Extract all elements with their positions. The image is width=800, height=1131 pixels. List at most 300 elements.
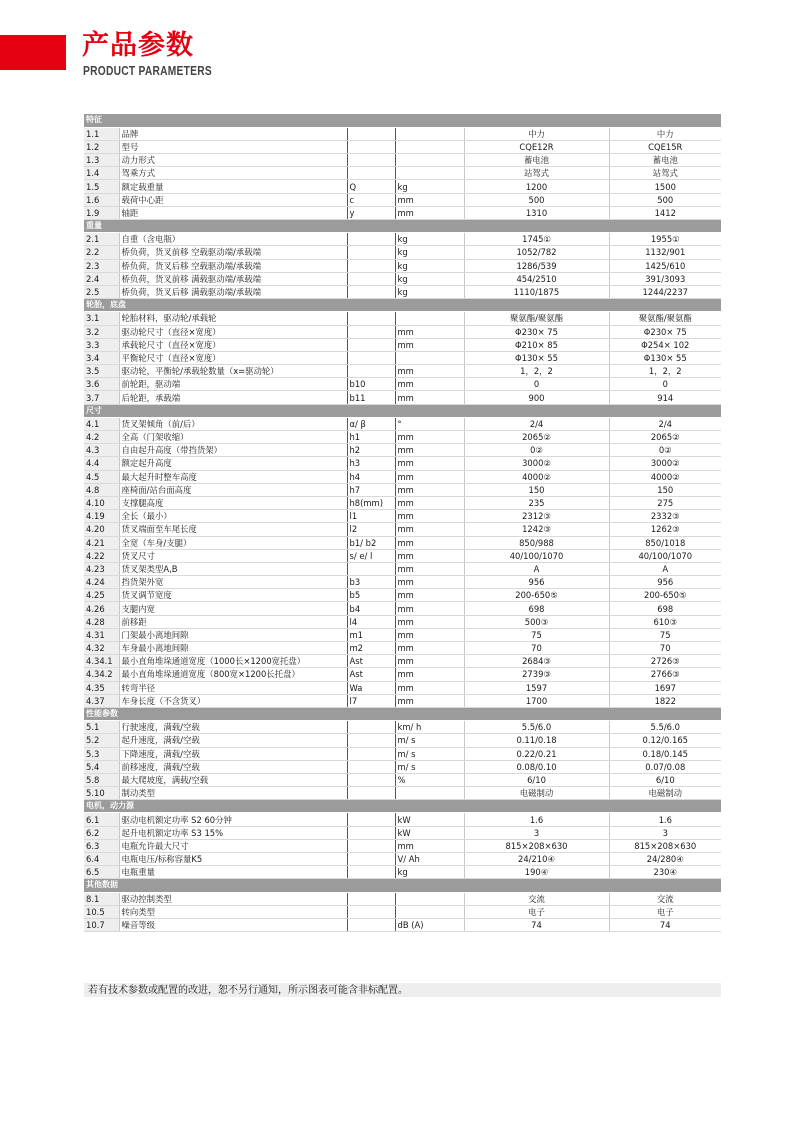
row-symbol	[347, 813, 395, 826]
row-number: 2.2	[84, 246, 119, 259]
table-row	[84, 325, 721, 338]
row-value-cqe15r: 956	[609, 576, 721, 589]
row-symbol: b3	[347, 576, 395, 589]
table-row	[84, 562, 721, 575]
row-symbol	[347, 747, 395, 760]
row-value-cqe12r: 1，2，2	[464, 365, 609, 378]
row-value-cqe15r: 2/4	[609, 417, 721, 430]
row-value-cqe15r: Φ254× 102	[609, 338, 721, 351]
table-row	[84, 536, 721, 549]
row-symbol: h4	[347, 470, 395, 483]
row-parameter-name: 前轮距，驱动端	[119, 378, 347, 391]
row-value-cqe12r: 900	[464, 391, 609, 404]
row-symbol: l1	[347, 510, 395, 523]
row-unit: mm	[395, 562, 464, 575]
row-parameter-name: 最小直角堆垛通道宽度（1000长×1200宽托盘）	[119, 655, 347, 668]
row-unit: mm	[395, 378, 464, 391]
row-value-cqe12r: 3000②	[464, 457, 609, 470]
row-value-cqe15r: 2766③	[609, 668, 721, 681]
row-unit	[395, 167, 464, 180]
row-symbol	[347, 285, 395, 298]
row-value-cqe15r: 5.5/6.0	[609, 721, 721, 734]
row-unit: mm	[395, 576, 464, 589]
table-row	[84, 694, 721, 707]
row-symbol: s/ e/ l	[347, 549, 395, 562]
row-number: 4.32	[84, 642, 119, 655]
row-value-cqe15r: 站驾式	[609, 167, 721, 180]
row-value-cqe15r: 24/280④	[609, 853, 721, 866]
row-symbol	[347, 892, 395, 905]
table-row	[84, 549, 721, 562]
section-header	[84, 299, 721, 312]
table-row	[84, 378, 721, 391]
row-unit: mm	[395, 483, 464, 496]
row-value-cqe12r: Φ210× 85	[464, 338, 609, 351]
row-value-cqe12r: 235	[464, 496, 609, 509]
page-title: 产品参数	[82, 30, 194, 61]
row-value-cqe15r: 150	[609, 483, 721, 496]
row-number: 1.3	[84, 154, 119, 167]
table-row	[84, 167, 721, 180]
spec-table	[84, 114, 721, 932]
row-value-cqe15r: 电磁制动	[609, 787, 721, 800]
row-value-cqe12r: 500	[464, 193, 609, 206]
row-parameter-name: 支撑腿高度	[119, 496, 347, 509]
row-value-cqe15r: 交流	[609, 892, 721, 905]
table-row	[84, 839, 721, 852]
row-parameter-name: 全长（最小）	[119, 510, 347, 523]
row-parameter-name: 货叉调节宽度	[119, 589, 347, 602]
row-number: 5.2	[84, 734, 119, 747]
row-symbol: b11	[347, 391, 395, 404]
row-unit: mm	[395, 391, 464, 404]
row-parameter-name: 门架最小离地间隙	[119, 628, 347, 641]
row-value-cqe15r: 230④	[609, 866, 721, 879]
row-unit: mm	[395, 694, 464, 707]
section-title: 特征	[84, 114, 721, 127]
row-value-cqe15r: 850/1018	[609, 536, 721, 549]
table-row	[84, 140, 721, 153]
row-number: 3.2	[84, 325, 119, 338]
row-number: 4.19	[84, 510, 119, 523]
row-unit: mm	[395, 193, 464, 206]
table-row	[84, 457, 721, 470]
row-value-cqe12r: 454/2510	[464, 272, 609, 285]
row-value-cqe12r: 1110/1875	[464, 285, 609, 298]
section-header	[84, 879, 721, 892]
row-parameter-name: 驱动电机额定功率 S2 60分钟	[119, 813, 347, 826]
row-symbol	[347, 312, 395, 325]
row-value-cqe15r: 1697	[609, 681, 721, 694]
row-number: 3.4	[84, 351, 119, 364]
row-unit: kg	[395, 259, 464, 272]
row-unit: kg	[395, 272, 464, 285]
row-number: 6.5	[84, 866, 119, 879]
row-value-cqe12r: 1242③	[464, 523, 609, 536]
table-row	[84, 510, 721, 523]
table-row	[84, 681, 721, 694]
row-value-cqe12r: 交流	[464, 892, 609, 905]
row-unit: mm	[395, 615, 464, 628]
table-row	[84, 259, 721, 272]
row-symbol	[347, 734, 395, 747]
row-number: 4.26	[84, 602, 119, 615]
row-symbol	[347, 905, 395, 918]
row-unit: kg	[395, 285, 464, 298]
row-value-cqe15r: 0②	[609, 444, 721, 457]
section-title: 电机，动力源	[84, 800, 721, 813]
row-value-cqe12r: 75	[464, 628, 609, 641]
row-parameter-name: 行驶速度，满载/空载	[119, 721, 347, 734]
row-parameter-name: 挡货架外宽	[119, 576, 347, 589]
row-number: 4.24	[84, 576, 119, 589]
table-row	[84, 154, 721, 167]
row-unit	[395, 892, 464, 905]
table-row	[84, 734, 721, 747]
row-unit: mm	[395, 628, 464, 641]
table-row	[84, 246, 721, 259]
row-value-cqe15r: 4000②	[609, 470, 721, 483]
row-symbol: b4	[347, 602, 395, 615]
table-row	[84, 576, 721, 589]
table-row	[84, 747, 721, 760]
row-number: 4.1	[84, 417, 119, 430]
row-unit: m/ s	[395, 760, 464, 773]
row-unit: mm	[395, 470, 464, 483]
row-value-cqe12r: A	[464, 562, 609, 575]
table-row	[84, 773, 721, 786]
row-value-cqe15r: 2065②	[609, 431, 721, 444]
row-unit: mm	[395, 510, 464, 523]
row-value-cqe15r: 2726③	[609, 655, 721, 668]
row-symbol	[347, 826, 395, 839]
row-parameter-name: 桥负荷，货叉后移 满载驱动端/承载端	[119, 285, 347, 298]
row-unit	[395, 140, 464, 153]
row-number: 6.3	[84, 839, 119, 852]
row-number: 10.7	[84, 918, 119, 931]
row-parameter-name: 全高（门架收缩）	[119, 431, 347, 444]
row-unit: kg	[395, 866, 464, 879]
row-parameter-name: 前移距	[119, 615, 347, 628]
row-number: 2.4	[84, 272, 119, 285]
row-unit: mm	[395, 536, 464, 549]
row-symbol: h2	[347, 444, 395, 457]
row-value-cqe12r: 0.11/0.18	[464, 734, 609, 747]
table-row	[84, 866, 721, 879]
row-parameter-name: 转弯半径	[119, 681, 347, 694]
row-number: 3.6	[84, 378, 119, 391]
row-value-cqe12r: 5.5/6.0	[464, 721, 609, 734]
row-parameter-name: 承载轮尺寸（直径×宽度）	[119, 338, 347, 351]
table-row	[84, 431, 721, 444]
row-symbol	[347, 853, 395, 866]
row-value-cqe15r: 电子	[609, 905, 721, 918]
table-row	[84, 351, 721, 364]
row-value-cqe12r: 500③	[464, 615, 609, 628]
row-parameter-name: 后轮距，承载端	[119, 391, 347, 404]
row-value-cqe15r: 275	[609, 496, 721, 509]
row-symbol	[347, 338, 395, 351]
row-parameter-name: 最小直角堆垛通道宽度（800宽×1200长托盘）	[119, 668, 347, 681]
row-parameter-name: 电瓶电压/标称容量K5	[119, 853, 347, 866]
row-unit: km/ h	[395, 721, 464, 734]
row-unit: mm	[395, 549, 464, 562]
table-row	[84, 615, 721, 628]
row-value-cqe12r: 4000②	[464, 470, 609, 483]
row-symbol: Wa	[347, 681, 395, 694]
row-parameter-name: 起升电机额定功率 S3 15%	[119, 826, 347, 839]
section-title: 轮胎，底盘	[84, 299, 721, 312]
row-symbol	[347, 918, 395, 931]
row-unit: °	[395, 417, 464, 430]
row-number: 2.1	[84, 233, 119, 246]
row-symbol: h1	[347, 431, 395, 444]
section-header	[84, 220, 721, 233]
table-row	[84, 642, 721, 655]
row-unit: mm	[395, 365, 464, 378]
row-parameter-name: 桥负荷，货叉后移 空载驱动端/承载端	[119, 259, 347, 272]
row-value-cqe12r: 2684③	[464, 655, 609, 668]
row-value-cqe15r: 3000②	[609, 457, 721, 470]
row-unit: mm	[395, 444, 464, 457]
row-value-cqe15r: 1822	[609, 694, 721, 707]
row-number: 4.31	[84, 628, 119, 641]
row-value-cqe15r: 6/10	[609, 773, 721, 786]
row-value-cqe12r: 74	[464, 918, 609, 931]
table-row	[84, 193, 721, 206]
row-symbol	[347, 365, 395, 378]
section-header	[84, 114, 721, 127]
row-symbol: y	[347, 206, 395, 219]
row-symbol	[347, 325, 395, 338]
row-unit: kW	[395, 813, 464, 826]
table-row	[84, 272, 721, 285]
row-parameter-name: 车身最小离地间隙	[119, 642, 347, 655]
section-header	[84, 707, 721, 720]
row-parameter-name: 额定起升高度	[119, 457, 347, 470]
row-value-cqe15r: 蓄电池	[609, 154, 721, 167]
row-value-cqe15r: 2332③	[609, 510, 721, 523]
row-value-cqe12r: 70	[464, 642, 609, 655]
table-row	[84, 523, 721, 536]
row-value-cqe12r: 150	[464, 483, 609, 496]
row-value-cqe12r: 1200	[464, 180, 609, 193]
row-number: 1.2	[84, 140, 119, 153]
row-value-cqe12r: 2065②	[464, 431, 609, 444]
section-title: 性能参数	[84, 707, 721, 720]
row-unit: mm	[395, 523, 464, 536]
table-row	[84, 417, 721, 430]
row-number: 5.1	[84, 721, 119, 734]
row-value-cqe15r: 1262③	[609, 523, 721, 536]
row-value-cqe15r: 0.12/0.165	[609, 734, 721, 747]
row-value-cqe12r: 2/4	[464, 417, 609, 430]
row-parameter-name: 货叉架类型A,B	[119, 562, 347, 575]
row-number: 4.22	[84, 549, 119, 562]
row-value-cqe15r: 815×208×630	[609, 839, 721, 852]
row-value-cqe12r: 1286/539	[464, 259, 609, 272]
table-row	[84, 918, 721, 931]
row-symbol: Ast	[347, 668, 395, 681]
row-value-cqe15r: 75	[609, 628, 721, 641]
row-symbol	[347, 140, 395, 153]
spec-table-body	[84, 114, 721, 932]
row-value-cqe15r: 391/3093	[609, 272, 721, 285]
row-parameter-name: 驾乘方式	[119, 167, 347, 180]
row-unit: kg	[395, 246, 464, 259]
row-symbol	[347, 760, 395, 773]
row-symbol: b1/ b2	[347, 536, 395, 549]
table-row	[84, 338, 721, 351]
table-row	[84, 655, 721, 668]
row-value-cqe12r: 聚氨酯/聚氨酯	[464, 312, 609, 325]
row-number: 6.1	[84, 813, 119, 826]
row-symbol: b5	[347, 589, 395, 602]
row-symbol	[347, 233, 395, 246]
row-value-cqe12r: 1700	[464, 694, 609, 707]
row-parameter-name: 型号	[119, 140, 347, 153]
table-row	[84, 892, 721, 905]
row-value-cqe15r: 3	[609, 826, 721, 839]
row-parameter-name: 起升速度，满载/空载	[119, 734, 347, 747]
row-number: 2.3	[84, 259, 119, 272]
row-parameter-name: 动力形式	[119, 154, 347, 167]
section-title: 尺寸	[84, 404, 721, 417]
table-row	[84, 206, 721, 219]
row-value-cqe12r: Φ130× 55	[464, 351, 609, 364]
row-symbol: h8(mm)	[347, 496, 395, 509]
row-value-cqe12r: 站驾式	[464, 167, 609, 180]
row-parameter-name: 桥负荷，货叉前移 满载驱动端/承载端	[119, 272, 347, 285]
row-number: 1.1	[84, 127, 119, 140]
row-symbol: Q	[347, 180, 395, 193]
row-value-cqe15r: 1955①	[609, 233, 721, 246]
row-number: 3.5	[84, 365, 119, 378]
row-unit: mm	[395, 642, 464, 655]
row-parameter-name: 最大爬坡度，满载/空载	[119, 773, 347, 786]
section-title: 重量	[84, 220, 721, 233]
footnote: 若有技术参数或配置的改进，恕不另行通知，所示图表可能含非标配置。	[88, 985, 408, 996]
row-value-cqe12r: 0.08/0.10	[464, 760, 609, 773]
row-value-cqe15r: 200-650⑤	[609, 589, 721, 602]
row-parameter-name: 轴距	[119, 206, 347, 219]
row-number: 6.2	[84, 826, 119, 839]
row-unit	[395, 351, 464, 364]
row-unit: mm	[395, 655, 464, 668]
row-number: 3.7	[84, 391, 119, 404]
row-value-cqe15r: 1412	[609, 206, 721, 219]
section-title: 其他数据	[84, 879, 721, 892]
row-value-cqe12r: 0②	[464, 444, 609, 457]
row-value-cqe12r: 815×208×630	[464, 839, 609, 852]
row-symbol: l4	[347, 615, 395, 628]
row-value-cqe12r: 1.6	[464, 813, 609, 826]
row-number: 4.21	[84, 536, 119, 549]
row-unit	[395, 787, 464, 800]
table-row	[84, 668, 721, 681]
table-row	[84, 813, 721, 826]
row-parameter-name: 电瓶允许最大尺寸	[119, 839, 347, 852]
row-unit: m/ s	[395, 734, 464, 747]
row-number: 2.5	[84, 285, 119, 298]
row-number: 5.4	[84, 760, 119, 773]
row-parameter-name: 转向类型	[119, 905, 347, 918]
table-row	[84, 444, 721, 457]
row-number: 4.4	[84, 457, 119, 470]
table-row	[84, 285, 721, 298]
table-row	[84, 721, 721, 734]
row-unit: kg	[395, 180, 464, 193]
row-value-cqe12r: 850/988	[464, 536, 609, 549]
row-number: 4.2	[84, 431, 119, 444]
row-symbol: h3	[347, 457, 395, 470]
row-parameter-name: 车身长度（不含货叉）	[119, 694, 347, 707]
row-value-cqe15r: 40/100/1070	[609, 549, 721, 562]
row-parameter-name: 货叉端面至车尾长度	[119, 523, 347, 536]
row-number: 6.4	[84, 853, 119, 866]
row-parameter-name: 全宽（车身/支腿）	[119, 536, 347, 549]
row-value-cqe15r: 74	[609, 918, 721, 931]
row-value-cqe15r: 聚氨酯/聚氨酯	[609, 312, 721, 325]
row-symbol	[347, 351, 395, 364]
row-parameter-name: 额定载重量	[119, 180, 347, 193]
header-accent-bar	[0, 35, 66, 70]
section-header	[84, 800, 721, 813]
row-unit: mm	[395, 338, 464, 351]
row-symbol: α/ β	[347, 417, 395, 430]
row-value-cqe15r: 70	[609, 642, 721, 655]
row-number: 4.20	[84, 523, 119, 536]
row-parameter-name: 最大起升时整车高度	[119, 470, 347, 483]
row-value-cqe12r: 24/210④	[464, 853, 609, 866]
row-value-cqe15r: 0.18/0.145	[609, 747, 721, 760]
row-symbol	[347, 866, 395, 879]
row-unit: mm	[395, 668, 464, 681]
table-row	[84, 127, 721, 140]
row-parameter-name: 前移速度，满载/空载	[119, 760, 347, 773]
row-value-cqe15r: 914	[609, 391, 721, 404]
table-row	[84, 233, 721, 246]
row-parameter-name: 桥负荷，货叉前移 空载驱动端/承载端	[119, 246, 347, 259]
row-value-cqe12r: 蓄电池	[464, 154, 609, 167]
row-number: 4.37	[84, 694, 119, 707]
row-value-cqe15r: CQE15R	[609, 140, 721, 153]
row-number: 5.10	[84, 787, 119, 800]
row-unit: V/ Ah	[395, 853, 464, 866]
row-parameter-name: 驱动控制类型	[119, 892, 347, 905]
row-number: 4.23	[84, 562, 119, 575]
row-value-cqe15r: Φ130× 55	[609, 351, 721, 364]
row-unit: dB (A)	[395, 918, 464, 931]
table-row	[84, 312, 721, 325]
row-value-cqe15r: 698	[609, 602, 721, 615]
table-row	[84, 483, 721, 496]
row-value-cqe15r: 中力	[609, 127, 721, 140]
table-row	[84, 470, 721, 483]
row-value-cqe12r: 0	[464, 378, 609, 391]
row-unit: m/ s	[395, 747, 464, 760]
row-unit: mm	[395, 496, 464, 509]
row-number: 1.9	[84, 206, 119, 219]
table-row	[84, 365, 721, 378]
row-parameter-name: 驱动轮尺寸（直径×宽度）	[119, 325, 347, 338]
row-value-cqe12r: 190④	[464, 866, 609, 879]
row-unit: mm	[395, 457, 464, 470]
row-symbol: c	[347, 193, 395, 206]
row-symbol	[347, 562, 395, 575]
row-value-cqe12r: 698	[464, 602, 609, 615]
row-parameter-name: 自由起升高度（带挡货架）	[119, 444, 347, 457]
